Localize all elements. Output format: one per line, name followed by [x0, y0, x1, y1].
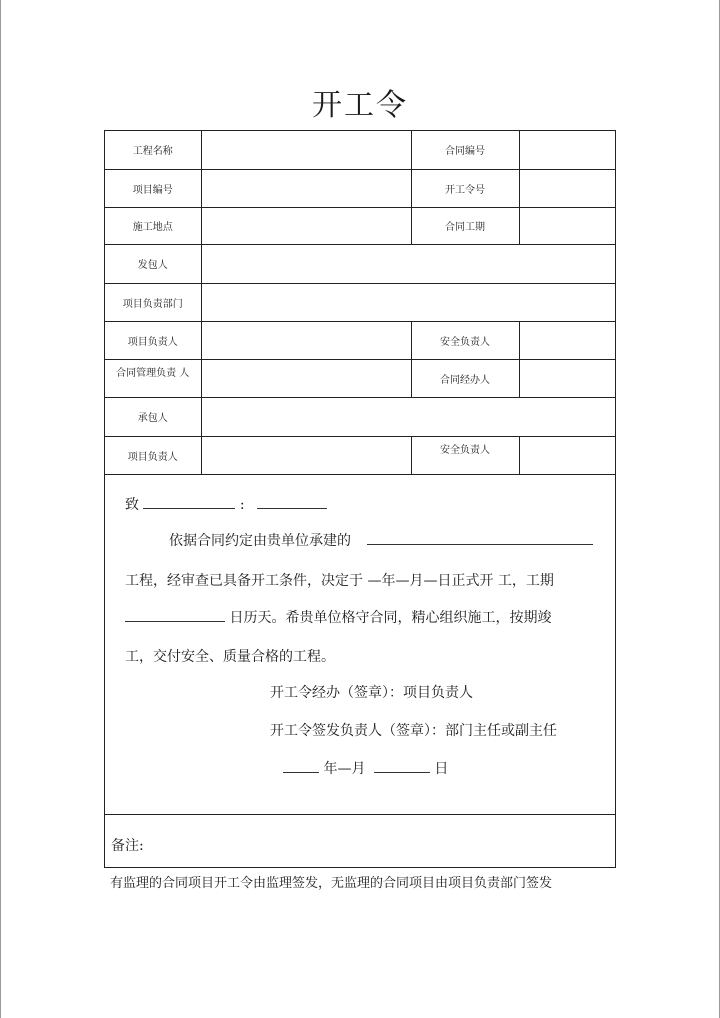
duration-blank[interactable] [125, 607, 225, 622]
table-row [105, 244, 615, 283]
date-text: 年—月 [323, 761, 366, 777]
recipient-blank[interactable] [143, 494, 235, 509]
table-row [105, 207, 615, 244]
field-contractor-safety[interactable] [519, 436, 615, 474]
label-project-manager: 项目负责人 [105, 321, 201, 359]
field-contract-period[interactable] [519, 207, 615, 244]
field-site[interactable] [201, 207, 411, 244]
label-contract-handler: 合同经办人 [411, 359, 519, 397]
remark-section [105, 814, 615, 868]
letter-to-line [125, 494, 327, 514]
sign-issuer: 开工令签发负责人（签章）：部门主任或副主任 [270, 723, 557, 739]
letter-line-3 [125, 607, 551, 627]
label-site: 施工地点 [105, 207, 201, 244]
field-project-name[interactable] [201, 131, 411, 169]
table-row [105, 359, 615, 397]
table-row [105, 131, 615, 169]
project-blank[interactable] [367, 530, 593, 545]
field-project-manager[interactable] [201, 321, 411, 359]
field-contractor[interactable] [201, 397, 615, 436]
label-contractor: 承包人 [105, 397, 201, 436]
date-end: 日 [434, 761, 449, 777]
label-project-name: 工程名称 [105, 131, 201, 169]
field-contract-no[interactable] [519, 131, 615, 169]
letter-line-4: 工，交付安全、质量合格的工程。 [125, 649, 335, 665]
field-contract-admin[interactable] [201, 359, 411, 397]
sign-handler: 开工令经办（签章）：项目负责人 [270, 685, 473, 701]
letter-text-3: 日历天。希贵单位格守合同，精心组织施工，按期竣 [229, 610, 552, 626]
page-edge-left [0, 0, 1, 1018]
label-contract-period: 合同工期 [411, 207, 519, 244]
label-employer: 发包人 [105, 244, 201, 283]
label-contractor-safety: 安全负责人 [411, 436, 519, 474]
field-item-no[interactable] [201, 169, 411, 207]
page-title: 开工令 [312, 88, 408, 123]
field-employer[interactable] [201, 244, 615, 283]
order-letter [105, 474, 615, 815]
info-table [105, 131, 615, 475]
field-responsible-dept[interactable] [201, 283, 615, 321]
label-safety-manager: 安全负责人 [411, 321, 519, 359]
to-colon: : [239, 497, 245, 513]
table-row [105, 436, 615, 474]
letter-line-1 [169, 530, 593, 550]
letter-line-2: 工程，经审查已具备开工条件，决定于 —年—月—日正式开 工，工期 [125, 573, 554, 589]
label-contract-no: 合同编号 [411, 131, 519, 169]
label-item-no: 项目编号 [105, 169, 201, 207]
field-contract-handler[interactable] [519, 359, 615, 397]
table-row [105, 397, 615, 436]
label-responsible-dept: 项目负责部门 [105, 283, 201, 321]
day-blank[interactable] [374, 758, 430, 773]
field-order-no[interactable] [519, 169, 615, 207]
remark-label: 备注: [111, 838, 144, 854]
table-row [105, 321, 615, 359]
letter-text-1: 依据合同约定由贵单位承建的 [169, 533, 351, 549]
label-contract-admin: 合同管理负责 人 [105, 359, 201, 397]
label-contractor-pm: 项目负责人 [105, 436, 201, 474]
label-order-no: 开工令号 [411, 169, 519, 207]
footnote: 有监理的合同项目开工令由监理签发，无监理的合同项目由项目负责部门签发 [110, 876, 553, 891]
year-blank[interactable] [283, 758, 319, 773]
date-line [283, 758, 448, 778]
table-row [105, 283, 615, 321]
to-prefix: 致 [125, 497, 139, 513]
table-row [105, 169, 615, 207]
form-box [104, 130, 616, 868]
field-contractor-pm[interactable] [201, 436, 411, 474]
recipient-blank-2[interactable] [257, 494, 327, 509]
field-safety-manager[interactable] [519, 321, 615, 359]
